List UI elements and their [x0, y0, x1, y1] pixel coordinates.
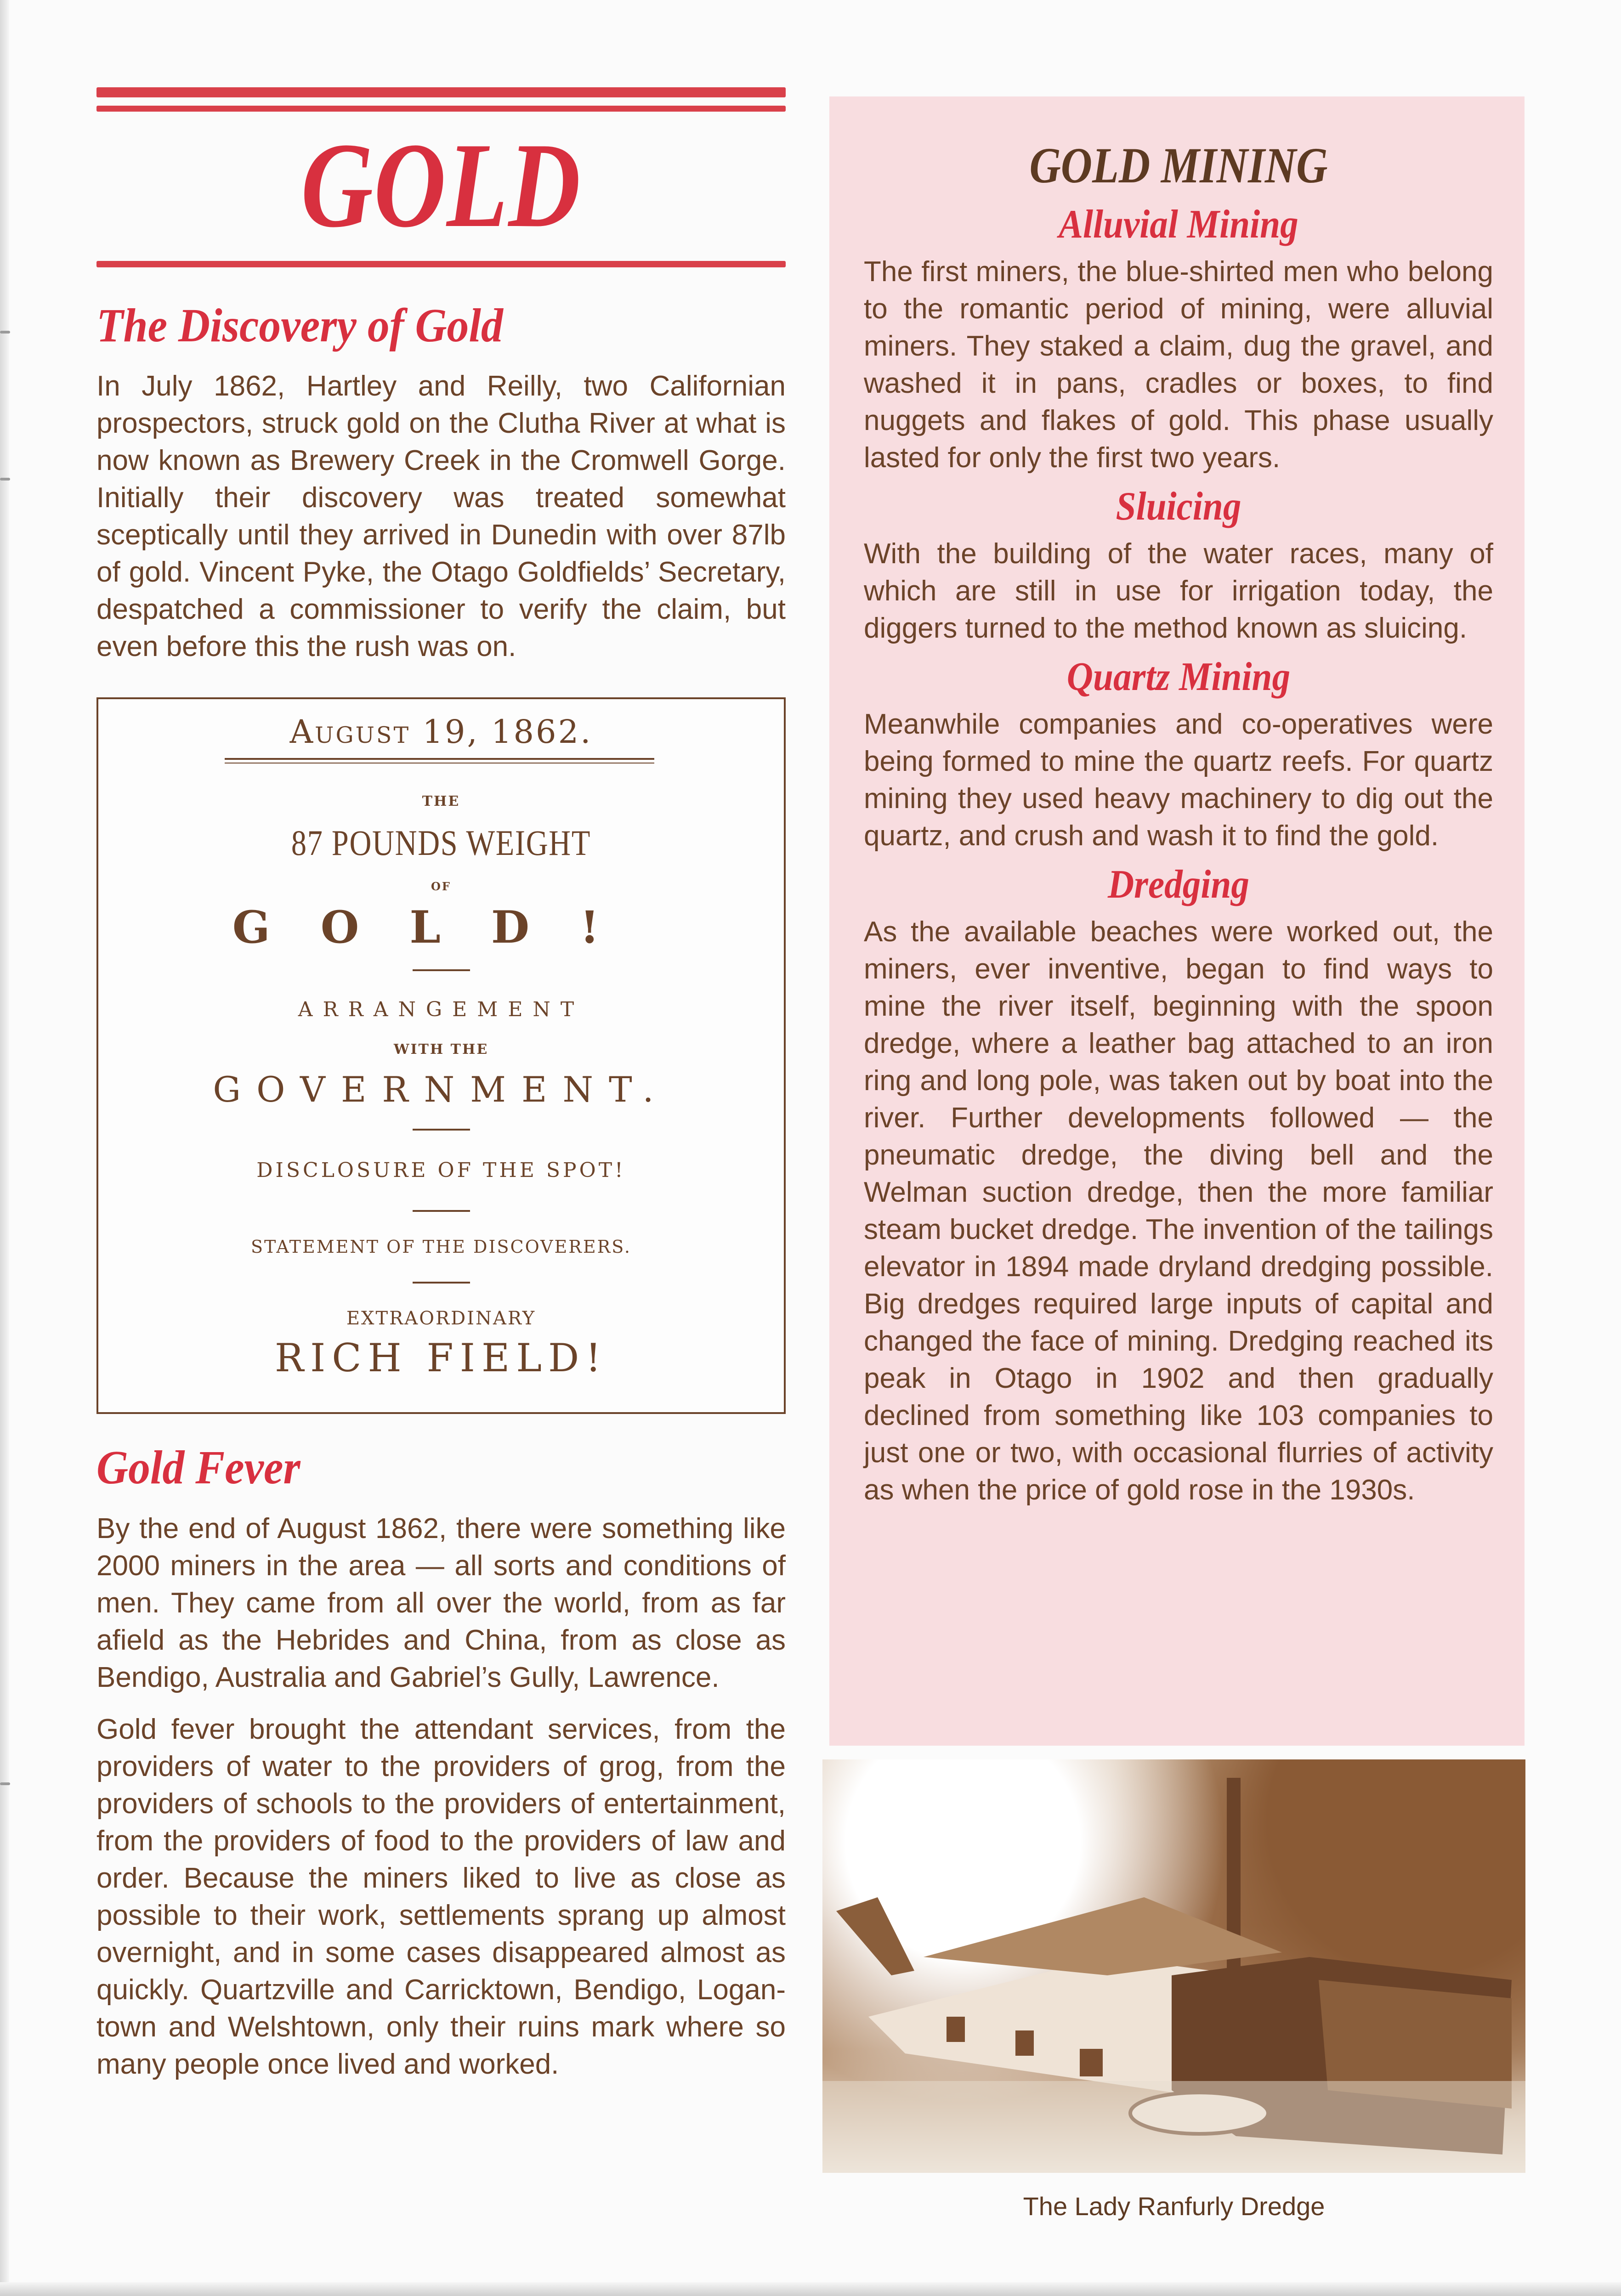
clipping-disclosure: DISCLOSURE OF THE SPOT!: [256, 1159, 626, 1182]
page-title: GOLD: [300, 118, 582, 253]
clipping-of: OF: [431, 880, 451, 894]
clipping-government: GOVERNMENT.: [213, 1069, 669, 1110]
gold-mining-box: [829, 96, 1525, 1746]
page-edge: [0, 0, 9, 2296]
clipping-divider: [413, 969, 470, 971]
clipping-divider: [413, 1129, 470, 1131]
binding-hole: [0, 1782, 10, 1785]
quartz-paragraph: Meanwhile companies and co-operatives were being formed to mine the quartz reefs. For quartz mining they used heavy machinery to dig out the quartz, and crush and wash it to find the gold.: [864, 708, 1493, 852]
clipping-pounds: 87 POUNDS WEIGHT: [291, 823, 591, 863]
clipping-extraordinary: EXTRAORDINARY: [346, 1308, 536, 1329]
dredging-heading: Dredging: [1107, 862, 1250, 907]
clipping-with-the: WITH THE: [393, 1041, 489, 1058]
title-rule-second: [96, 106, 786, 112]
gold-fever-paragraph: Gold fever brought the attendant services, from the providers of water to the providers of grog, from the providers of schools to the providers of entertainment, from the providers of food to the providers of law and order. Because the miners liked to live as close as possible to their work, settlements sprang up almost overnight, and in some cases disappeared almost as quickly. Quartzville and Carricktown, Bendigo, Logantown and Welshtown, only their ruins mark where so many people once lived and worked.: [96, 1713, 786, 2080]
title-rule-top: [96, 87, 786, 97]
gold-mining-title: GOLD MINING: [1029, 137, 1328, 193]
title-rule-bottom: [96, 261, 786, 267]
alluvial-paragraph: The first miners, the blue-shirted men who belong to the romantic period of mining, were alluvial miners. They staked a claim, dug the gravel, and washed it in pans, cradles or boxes, to find nuggets and flakes of gold. This phase usually lasted for only the first two years.: [864, 256, 1493, 474]
quartz-heading: Quartz Mining: [1066, 655, 1291, 699]
dredge-photo: [822, 1759, 1525, 2173]
clipping-gold: GOLD!: [232, 901, 650, 954]
gold-fever-heading: Gold Fever: [96, 1441, 300, 1494]
dredge-illustration-icon: [822, 1759, 1525, 2173]
discovery-paragraph: In July 1862, Hartley and Reilly, two Californian prospectors, struck gold on the Clutha River at what is now known as Brewery Creek in the Cromwell Gorge. Initially their discovery was treated somewhat sceptically until they arrived in Dunedin with over 87lb of gold. Vincent Pyke, the Otago Goldfields’ Secretary, despatched a commissioner to verify the claim, but even before this the rush was on.: [96, 370, 786, 663]
gold-fever-paragraph: By the end of August 1862, there were something like 2000 miners in the area — all sorts and conditions of men. They came from all over the world, from as far afield as the Hebrides and China, from as close as Bendigo, Australia and Gabriel’s Gully, Lawrence.: [96, 1512, 786, 1693]
clipping-the: THE: [422, 793, 460, 810]
clipping-rich-field: RICH FIELD!: [274, 1335, 608, 1381]
sluicing-paragraph: With the building of the water races, many of which are still in use for irrigation today, the diggers turned to the method known as sluicing.: [864, 538, 1493, 644]
newspaper-clipping: [96, 697, 786, 1414]
clipping-date: August 19, 1862.: [289, 713, 593, 751]
discovery-heading: The Discovery of Gold: [96, 299, 503, 352]
clipping-divider: [413, 1210, 470, 1212]
clipping-statement: STATEMENT OF THE DISCOVERERS.: [251, 1237, 631, 1257]
binding-hole: [0, 331, 10, 334]
photo-caption: The Lady Ranfurly Dredge: [1023, 2192, 1325, 2221]
dredge-figure: [822, 1759, 1525, 2221]
clipping-divider: [413, 1282, 470, 1284]
alluvial-heading: Alluvial Mining: [1059, 202, 1298, 247]
binding-hole: [0, 478, 10, 481]
dredging-paragraph: As the available beaches were worked out, the miners, ever inventive, began to find ways to mine the river itself, beginning with the spoon dredge, where a leather bag attached to an iron ring and long pole, was taken out by boat into the river. Further developments followed — the pneumatic dredge, the diving bell and the Welman suction dredge, then the more familiar steam bucket dredge. The invention of the tailings elevator in 1894 made dryland dredging possible. Big dredges required large inputs of capital and changed the face of mining. Dredging reached its peak in Otago in 1902 and then gradually declined from something like 103 companies to just one or two, with occasional flurries of activity as when the price of gold rose in the 1930s.: [864, 916, 1493, 1506]
sluicing-heading: Sluicing: [1116, 484, 1241, 529]
clipping-rule: [225, 758, 654, 760]
left-column: [96, 87, 786, 2083]
clipping-arrangement: ARRANGEMENT: [298, 998, 584, 1022]
page-bottom-edge: [0, 2282, 1621, 2296]
